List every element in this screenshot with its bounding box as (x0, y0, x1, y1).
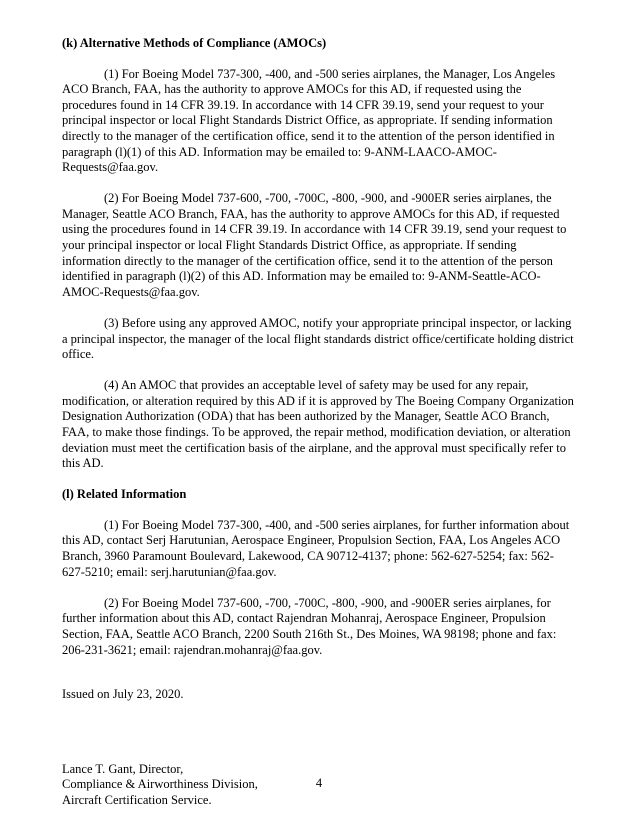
signature-division: Compliance & Airworthiness Division, (62, 777, 258, 792)
issued-date: Issued on July 23, 2020. (62, 687, 184, 702)
signature-name: Lance T. Gant, Director, (62, 761, 184, 776)
section-k-paragraph-4: (4) An AMOC that provides an acceptable level of safety may be used for any repair, modification, or alteration required by this AD if it is approved by The Boeing Company Organization Designation Authorization (ODA) that has been authorized by the Manager, Seattle ACO Branch, FAA, to make those findings. To be approved, the repair method, modification deviation, or alteration deviation must meet the certification basis of the airplane, and the approval must specifically refer to this AD. (62, 378, 574, 471)
section-k-paragraph-3: (3) Before using any approved AMOC, notify your appropriate principal inspector, or lacking a principal inspector, the manager of the local flight standards district office/certificate holding district office. (62, 315, 574, 362)
section-l-paragraph-2: (2) For Boeing Model 737-600, -700, -700C, -800, -900, and -900ER series airplanes, for further information about this AD, contact Rajendran Mohanraj, Aerospace Engineer, Propulsion Section, FAA, Seattle ACO Branch, 2200 South 216th St., Des Moines, WA 98198; phone and fax: 206-231-3621; email: rajendran.mohanraj@faa.gov. (62, 595, 557, 657)
signature-service: Aircraft Certification Service. (62, 792, 212, 807)
section-l-heading: (l) Related Information (62, 487, 187, 502)
section-k-paragraph-1: (1) For Boeing Model 737-300, -400, and -500 series airplanes, the Manager, Los Angeles ACO Branch, FAA, has the authority to approve AMOCs for this AD, if requested using the procedures found in 14 CFR 39.19. In accordance with 14 CFR 39.19, send your request to your principal inspector or local Flight Standards District Office, as appropriate. If sending information directly to the manager of the certification office, send it to the attention of the person identified in paragraph (l)(1) of this AD. Information may be emailed to: 9-ANM-LAACO-AMOC-Requests@faa.gov. (62, 66, 556, 175)
section-l-paragraph-1: (1) For Boeing Model 737-300, -400, and -500 series airplanes, for further information about this AD, contact Serj Harutunian, Aerospace Engineer, Propulsion Section, FAA, Los Angeles ACO Branch, 3960 Paramount Boulevard, Lakewood, CA 90712-4137; phone: 562-627-5254; fax: 562-627-5210; email: serj.harutunian@faa.gov. (62, 517, 570, 579)
page-number: 4 (315, 776, 323, 790)
section-k-heading: (k) Alternative Methods of Compliance (AMOCs) (62, 36, 327, 50)
section-k-paragraph-2: (2) For Boeing Model 737-600, -700, -700C, -800, -900, and -900ER series airplanes, the Manager, Seattle ACO Branch, FAA, has the authority to approve AMOCs for this AD, if requested using the procedures found in 14 CFR 39.19. In accordance with 14 CFR 39.19, send your request to your principal inspector or local Flight Standards District Office, as appropriate. If sending information directly to the manager of the certification office, send it to the attention of the person identified in paragraph (l)(2) of this AD. Information may be emailed to: 9-ANM-Seattle-ACO-AMOC-Requests@faa.gov. (62, 191, 567, 299)
